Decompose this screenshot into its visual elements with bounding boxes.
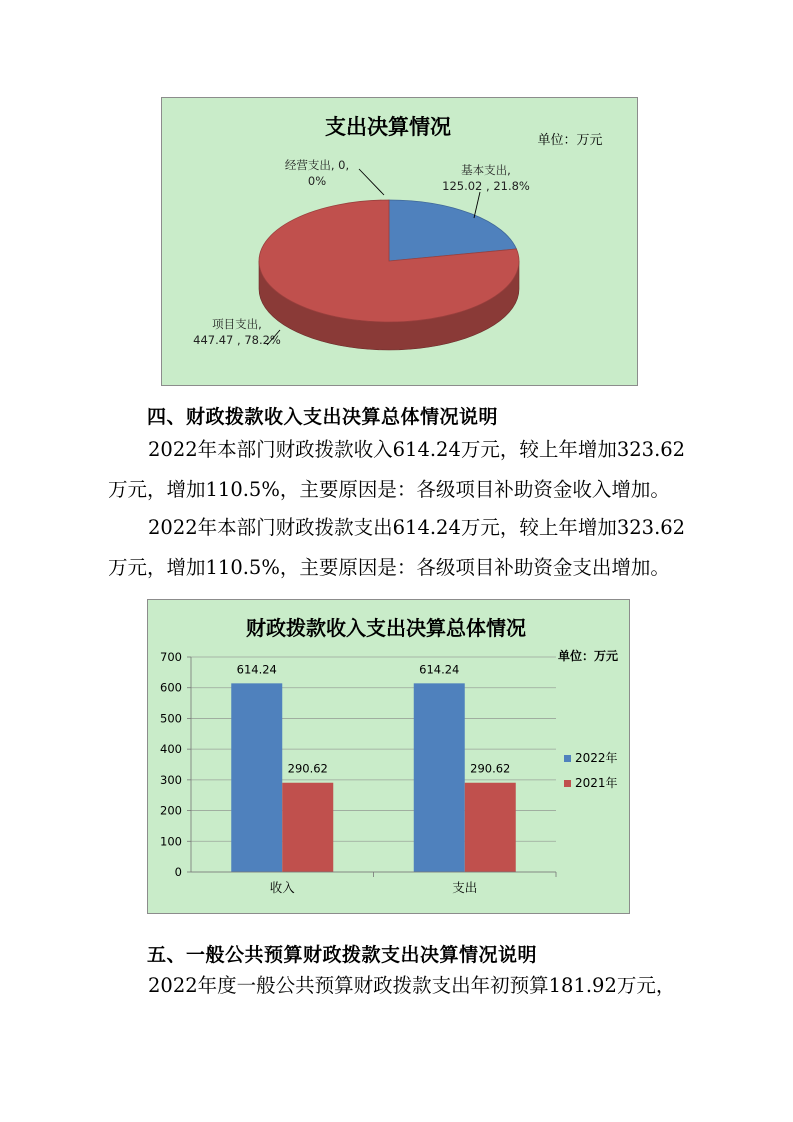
bar-data-label: 290.62	[470, 761, 511, 776]
bar-y-tick-label: 700	[160, 650, 182, 664]
legend-label: 2022年	[575, 751, 618, 765]
bar-data-label: 290.62	[287, 761, 328, 776]
bar-data-label: 614.24	[236, 662, 277, 677]
bar-y-tick-label: 200	[160, 803, 182, 818]
bar-2022年	[414, 683, 465, 872]
bar-2021年	[465, 783, 516, 872]
paragraph-budget	[108, 966, 698, 1006]
bar-chart	[148, 600, 628, 912]
bar-y-tick-label: 400	[160, 742, 182, 757]
bar-2021年	[282, 783, 333, 872]
bar-y-tick-label: 100	[160, 834, 182, 849]
paragraph-income-line1: 2022年本部门财政拨款收入614.24万元，较上年增加323.62	[148, 438, 686, 461]
pie-leader-line	[474, 192, 480, 218]
bar-y-tick-label: 500	[160, 711, 182, 726]
section-heading-5: 五、一般公共预算财政拨款支出决算情况说明	[147, 944, 538, 966]
pie-chart-title: 支出决算情况	[325, 115, 451, 139]
pie-data-label-value: 0%	[307, 174, 327, 188]
pie-data-label-value: 125.02 , 21.8%	[442, 179, 530, 193]
bar-2022年	[231, 683, 282, 872]
bar-y-tick-label: 0	[174, 865, 182, 879]
bar-unit-label: 单位：万元	[557, 649, 619, 663]
pie-data-label-value: 447.47 , 78.2%	[193, 333, 281, 347]
pie-chart	[162, 98, 636, 384]
legend-label: 2021年	[575, 776, 618, 790]
legend-swatch	[564, 780, 571, 787]
pie-data-label: 项目支出,	[212, 317, 262, 331]
pie-unit-label: 单位：万元	[537, 133, 603, 148]
bar-category-label: 支出	[452, 880, 478, 895]
bar-y-tick-label: 600	[160, 680, 182, 695]
bar-category-label: 收入	[269, 880, 295, 895]
bar-chart-title: 财政拨款收入支出决算总体情况	[246, 616, 526, 640]
paragraph-expense-line2: 万元，增加110.5%，主要原因是：各级项目补助资金支出增加。	[108, 556, 670, 579]
bar-data-label: 614.24	[419, 662, 460, 677]
pie-data-label: 经营支出, 0,	[284, 158, 350, 172]
pie-leader-line	[359, 169, 384, 195]
bar-chart-box	[147, 599, 630, 914]
paragraph-budget-line1: 2022年度一般公共预算财政拨款支出年初预算181.92万元，	[148, 974, 676, 997]
pie-data-label: 基本支出,	[461, 163, 511, 177]
pie-chart-box	[161, 97, 638, 386]
legend-swatch	[564, 755, 571, 762]
section-heading-4: 四、财政拨款收入支出决算总体情况说明	[147, 406, 499, 428]
paragraph-income-line2: 万元，增加110.5%，主要原因是：各级项目补助资金收入增加。	[108, 478, 670, 501]
bar-y-tick-label: 300	[160, 772, 182, 787]
paragraph-income	[108, 430, 698, 510]
paragraph-expense	[108, 508, 698, 588]
paragraph-expense-line1: 2022年本部门财政拨款支出614.24万元，较上年增加323.62	[148, 516, 686, 539]
